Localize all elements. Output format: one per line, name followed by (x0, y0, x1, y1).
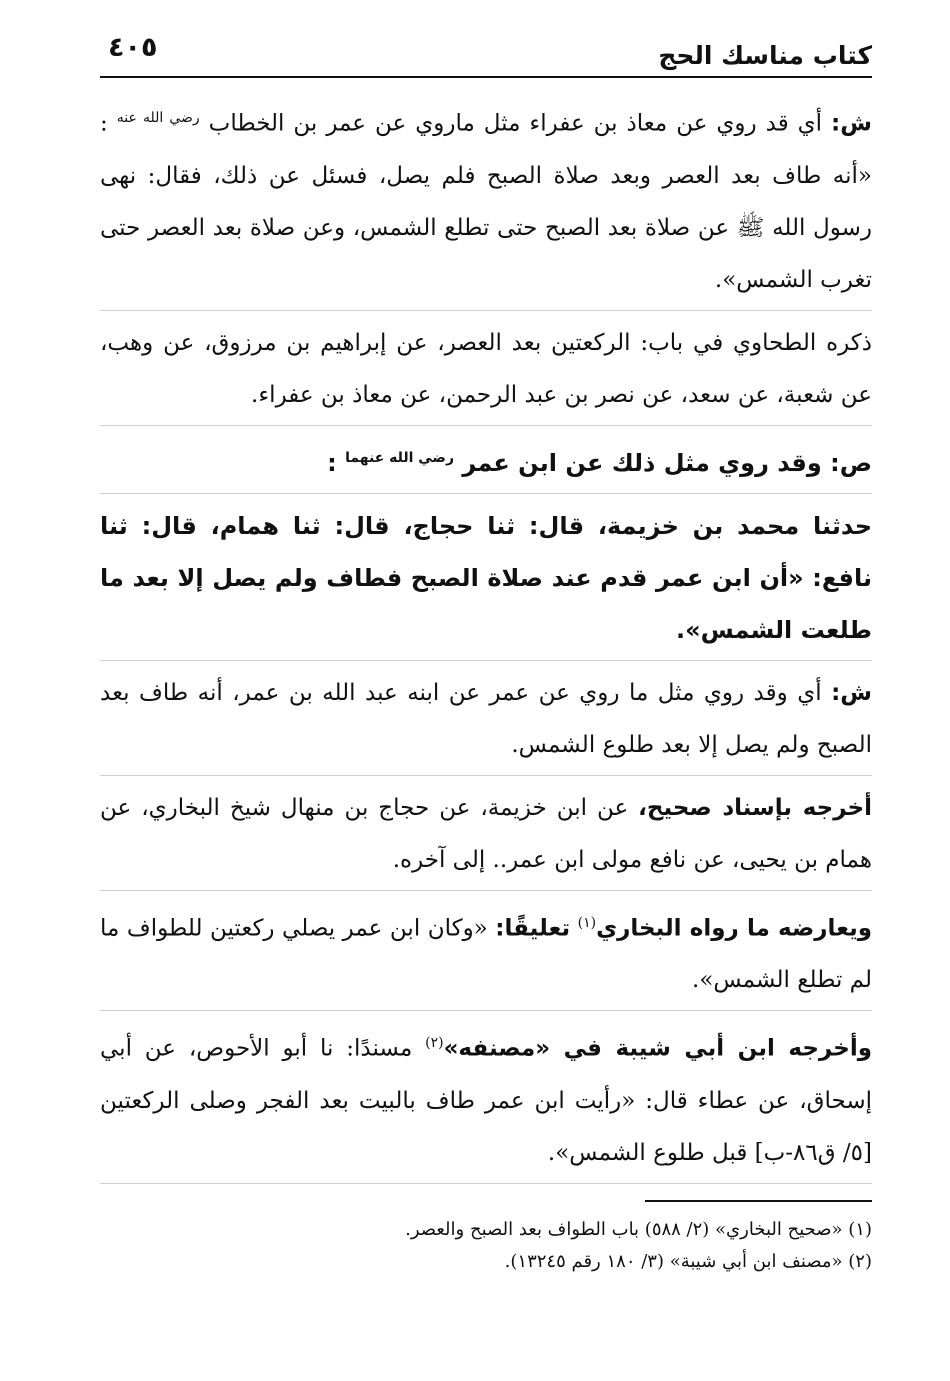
page-number: ٤٠٥ (108, 32, 158, 63)
paragraph-6 (100, 782, 872, 891)
paragraph-text: وقد روي مثل ذلك عن ابن عمر (462, 448, 822, 477)
paragraph-9 (100, 1190, 872, 1192)
paragraph-tail: : «أنه طاف بعد العصر وبعد صلاة الصبح فلم يصل، فسئل عن ذلك، فقال: نهى رسول الله ﷺ عن صلاة بعد الصبح حتى تطلع الشمس، وعن صلاة بعد العصر حتى تغرب الشمس». (100, 110, 872, 293)
paragraph-lead: ويعارضه ما رواه البخاري (596, 915, 872, 942)
paragraph-text: مسندًا: نا أبو الأحوص، عن أبي إسحاق، عن عطاء قال: «رأيت ابن عمر طاف بالبيت بعد الفجر وصلى الركعتين [٥/ ق٨٦-ب] قبل طلوع الشمس». (100, 1035, 872, 1166)
paragraph-lead: ش: (831, 110, 872, 137)
paragraph-3 (100, 432, 872, 494)
paragraph-4 (100, 500, 872, 661)
paragraph-1 (100, 92, 872, 311)
footnotes (100, 1214, 872, 1278)
paragraph-7 (100, 897, 872, 1012)
honorific: رضي الله عنهما (345, 449, 455, 466)
paragraph-lead: وأخرجه ابن أبي شيبة في «مصنفه» (443, 1035, 872, 1062)
paragraph-text: أي قد روي عن معاذ بن عفراء مثل ماروي عن عمر بن الخطاب (208, 110, 823, 137)
paragraph-text: عن ابن خزيمة، عن حجاج بن منهال شيخ البخاري، عن همام بن يحيى، عن نافع مولى ابن عمر.. إلى آخره. (100, 794, 872, 873)
paragraph-lead: ش: (831, 679, 872, 706)
running-title: كتاب مناسك الحج (658, 41, 872, 70)
footnote-ref[interactable]: (٢) (425, 1035, 444, 1052)
paragraph-8 (100, 1017, 872, 1184)
paragraph-text: «وكان ابن عمر يصلي ركعتين للطواف ما لم تطلع الشمس». (100, 915, 872, 994)
honorific: رضي الله عنه (116, 110, 200, 126)
footnote-divider (645, 1200, 872, 1202)
footnote-1: (١) «صحيح البخاري» (٢/ ٥٨٨) باب الطواف بعد الصبح والعصر. (405, 1219, 872, 1240)
paragraph-text: حدثنا محمد بن خزيمة، قال: ثنا حجاج، قال: ثنا همام، قال: ثنا نافع: «أن ابن عمر قدم عند صلاة الصبح فطاف ولم يصل إلا بعد ما طلعت الشمس». (100, 511, 872, 644)
paragraph-2 (100, 317, 872, 426)
paragraph-lead: ص: (830, 448, 872, 477)
page-body (100, 92, 872, 1192)
paragraph-5 (100, 667, 872, 776)
footnote-ref[interactable]: (١) (577, 914, 597, 931)
page-header (100, 28, 872, 78)
footnote-2: (٢) «مصنف ابن أبي شيبة» (٣/ ١٨٠ رقم ١٣٢٤٥). (504, 1251, 872, 1272)
paragraph-lead: أخرجه بإسناد صحيح، (638, 794, 872, 821)
paragraph-tail: : (327, 448, 337, 477)
paragraph-text: ذكره الطحاوي في باب: الركعتين بعد العصر، عن إبراهيم بن مرزوق، عن وهب، عن شعبة، عن سعد، عن نصر بن عبد الرحمن، عن معاذ بن عفراء. (100, 329, 872, 408)
paragraph-text: أي وقد روي مثل ما روي عن عمر عن ابنه عبد الله بن عمر، أنه طاف بعد الصبح ولم يصل إلا بعد طلوع الشمس. (100, 679, 872, 758)
paragraph-lead-2: تعليقًا: (495, 915, 571, 942)
